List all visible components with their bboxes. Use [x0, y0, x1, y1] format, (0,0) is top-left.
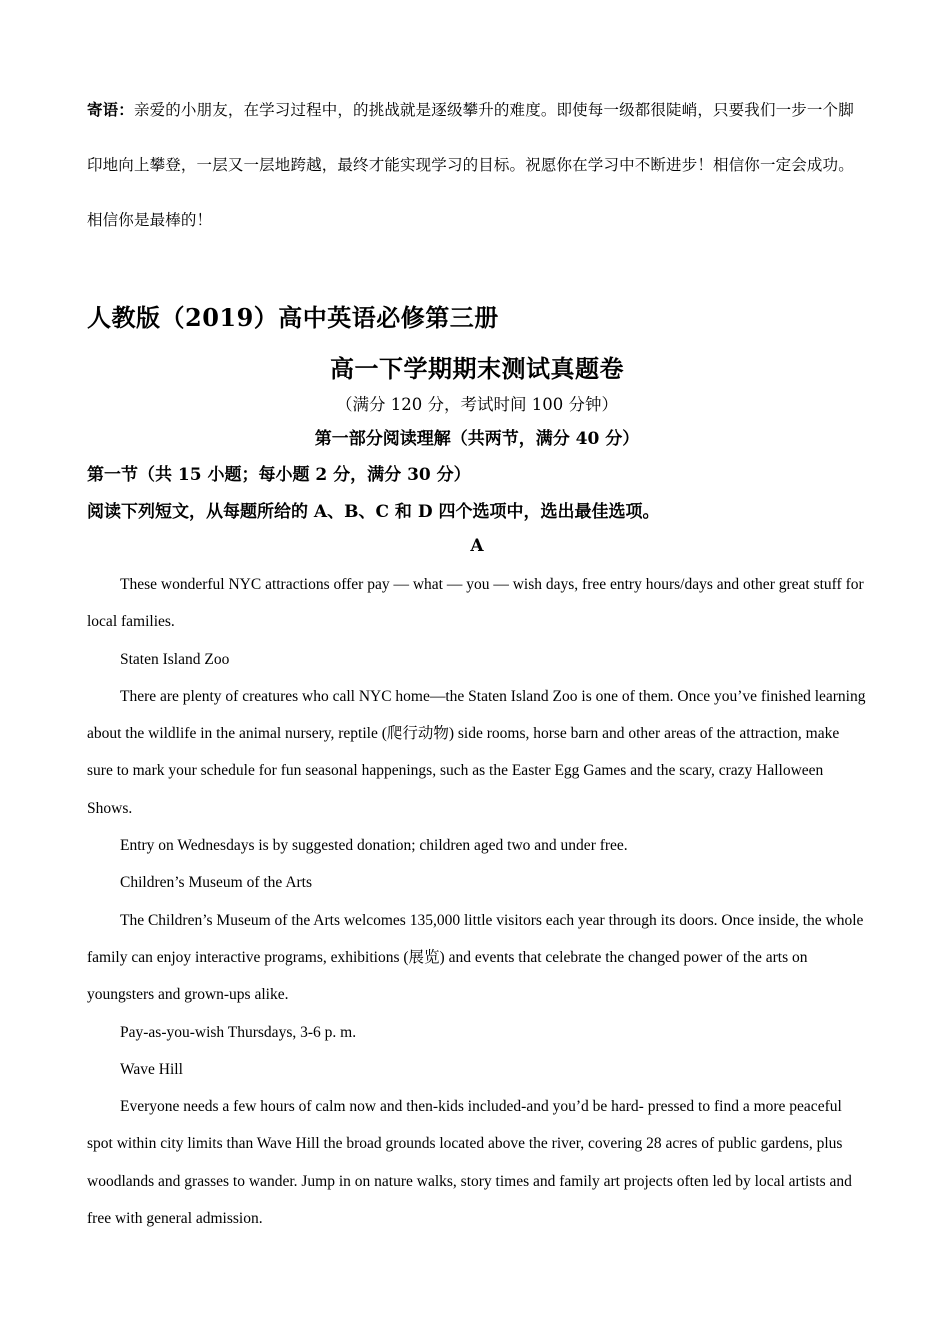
instruction: 阅读下列短文，从每题所给的 A、B、C 和 D 四个选项中，选出最佳选项。 [87, 502, 660, 522]
greeting-message [87, 82, 867, 248]
section-title: 第一节（共 15 小题；每小题 2 分，满分 30 分） [87, 465, 471, 485]
attraction-description: There are plenty of creatures who call NYC home—the Staten Island Zoo is one of them. Once you’ve finished learning about the wildlife in the animal nursery, reptile (爬行动物) side rooms, horse barn and other areas of the attraction, make sure to mark your schedule for fun seasonal happenings, such as the Easter Egg Games and the scary, crazy Halloween Shows. [87, 687, 866, 817]
exam-info: （满分 120 分，考试时间 100 分钟） [336, 395, 618, 414]
attraction-heading: Children’s Museum of the Arts [120, 874, 313, 892]
greeting-lead: 寄语： [87, 100, 134, 119]
attraction-heading: Staten Island Zoo [120, 650, 230, 668]
passage-letter: A [470, 536, 484, 556]
book-title: 人教版（2019）高中英语必修第三册 [87, 303, 499, 332]
attraction-heading: Wave Hill [120, 1060, 183, 1078]
passage-body [87, 566, 867, 1237]
attraction-description: The Children’s Museum of the Arts welcomes 135,000 little visitors each year through its doors. Once inside, the whole family can enjoy interactive programs, exhibitions (展览) and events that celebrate the changed power of the arts on youngsters and grown-ups alike. [87, 911, 864, 1004]
passage-intro: These wonderful NYC attractions offer pay — what — you — wish days, free entry hours/days and other great stuff for local families. [87, 576, 864, 631]
attraction-entry-info: Pay-as-you-wish Thursdays, 3-6 p. m. [120, 1023, 357, 1041]
attraction-description: Everyone needs a few hours of calm now and then-kids included-and you’d be hard- pressed to find a more peaceful spot within city limits than Wave Hill the broad grounds located above the river, covering 28 acres of public gardens, plus woodlands and grasses to wander. Jump in on nature walks, story times and family art projects often led by local artists and free with general admission. [87, 1098, 852, 1228]
exam-title: 高一下学期期末测试真题卷 [330, 354, 624, 383]
part-title: 第一部分阅读理解（共两节，满分 40 分） [314, 429, 640, 449]
greeting-text: 亲爱的小朋友，在学习过程中，的挑战就是逐级攀升的难度。即使每一级都很陡峭，只要我们一步一个脚印地向上攀登，一层又一层地跨越，最终才能实现学习的目标。祝愿你在学习中不断进步！相信你一定会成功。相信你是最棒的！ [87, 101, 854, 229]
attraction-entry-info: Entry on Wednesdays is by suggested donation; children aged two and under free. [120, 837, 628, 855]
